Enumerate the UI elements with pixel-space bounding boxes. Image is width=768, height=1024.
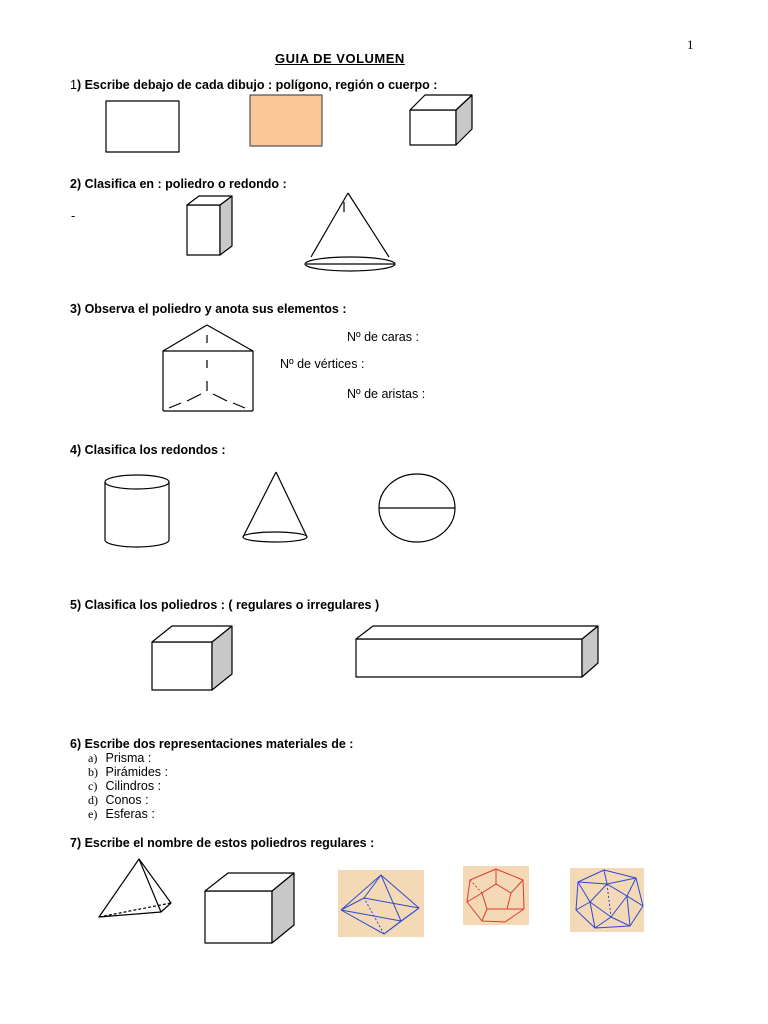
list-item: e) Esferas : <box>88 807 155 821</box>
prism-figure <box>187 196 232 255</box>
question-5: 5) Clasifica los poliedros : ( regulares o irregulares ) <box>70 598 380 612</box>
answer-dash: - <box>71 209 76 223</box>
list-item: a) Prisma : <box>88 751 152 765</box>
faces-count-label: Nº de caras : <box>347 330 419 344</box>
sphere-figure <box>379 474 455 542</box>
hexahedron-figure <box>205 873 294 943</box>
question-4: 4) Clasifica los redondos : <box>70 443 226 457</box>
polygon-rectangle <box>106 101 179 152</box>
cone-figure <box>305 193 395 271</box>
tetrahedron-figure <box>99 859 171 917</box>
question-2: 2) Clasifica en : poliedro o redondo : <box>70 177 287 191</box>
cube-body <box>410 95 472 145</box>
page-title: GUIA DE VOLUMEN <box>275 51 405 66</box>
list-item: b) Pirámides : <box>88 765 169 779</box>
long-prism-figure <box>356 626 598 677</box>
dodecahedron-figure <box>463 866 529 925</box>
list-item: d) Conos : <box>88 793 149 807</box>
cone-figure-2 <box>243 472 307 542</box>
vertices-count-label: Nº de vértices : <box>280 357 365 371</box>
question-7: 7) Escribe el nombre de estos poliedros regulares : <box>70 836 375 850</box>
page-number: 1 <box>687 37 694 52</box>
cube-figure-q5 <box>152 626 232 690</box>
octahedron-figure <box>338 870 424 937</box>
question-6: 6) Escribe dos representaciones materiales de : <box>70 737 354 751</box>
edges-count-label: Nº de aristas : <box>347 387 426 401</box>
cylinder-figure <box>105 475 169 547</box>
list-item: c) Cilindros : <box>88 779 162 793</box>
triangular-prism-figure <box>163 325 253 411</box>
question-3: 3) Observa el poliedro y anota sus elementos : <box>70 302 347 316</box>
icosahedron-figure <box>570 868 644 932</box>
question-1-number: 1 <box>70 78 77 92</box>
region-rectangle <box>250 95 322 146</box>
question-1-text: ) Escribe debajo de cada dibujo : polígono, región o cuerpo : <box>76 78 438 92</box>
